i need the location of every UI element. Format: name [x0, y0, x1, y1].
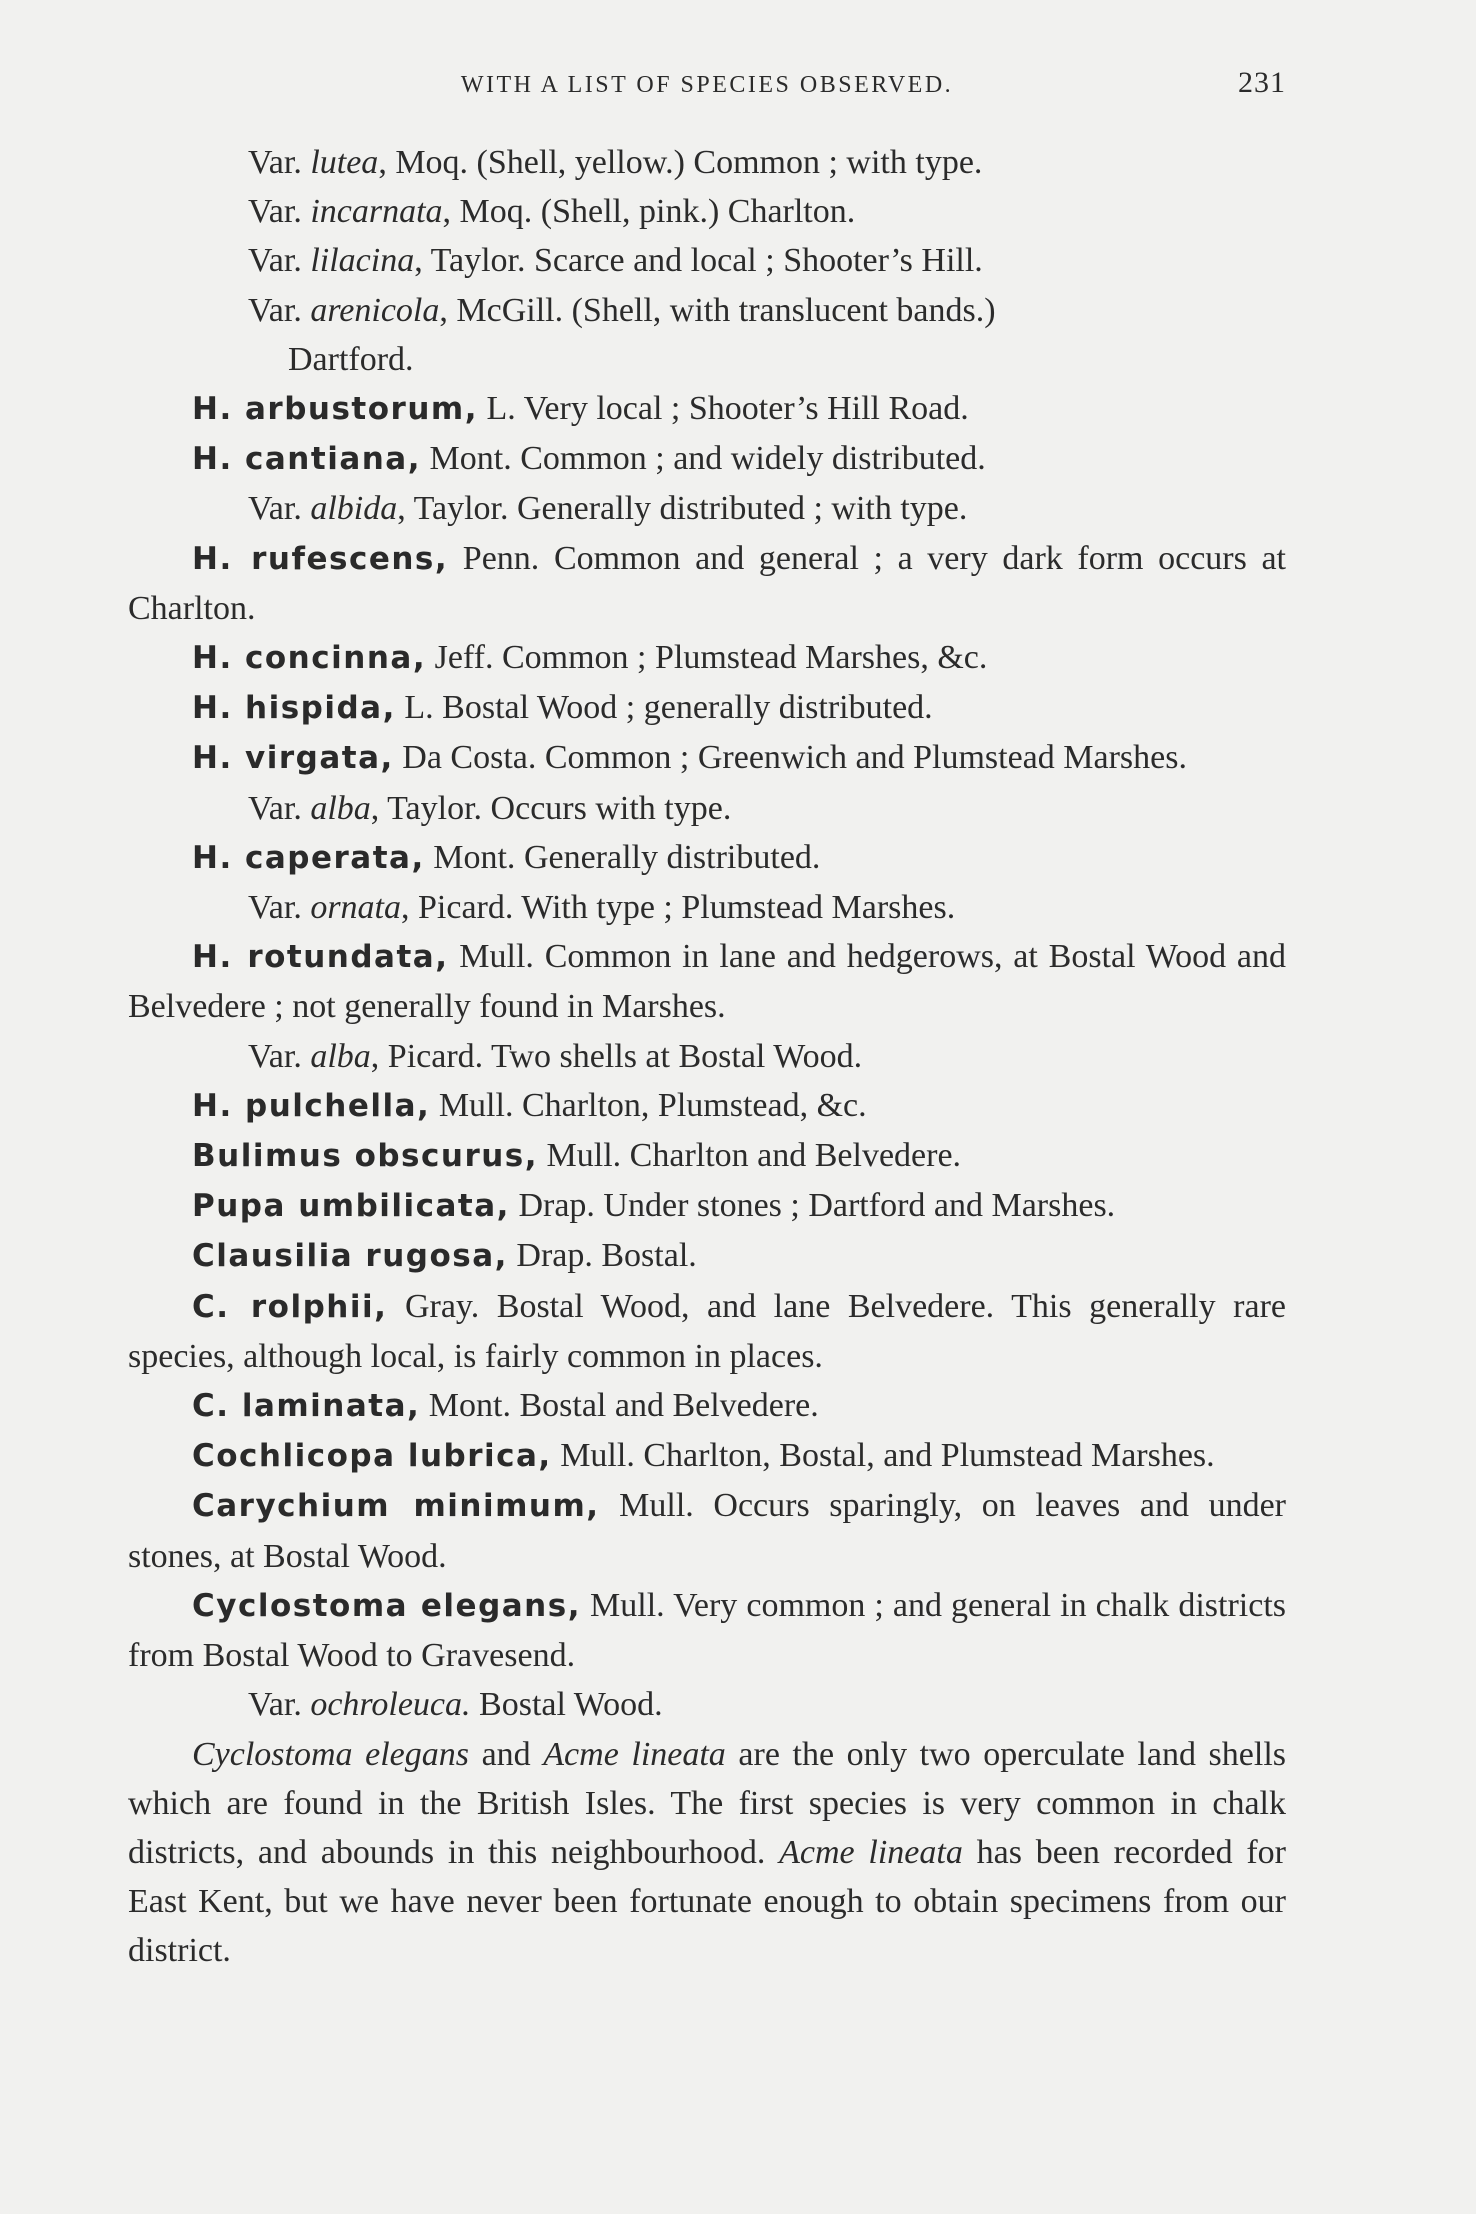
closing-paragraph	[128, 1730, 1286, 1976]
species-entry	[128, 833, 1286, 883]
entry-author: Mull.	[430, 1086, 514, 1124]
variety-prefix: Var.	[248, 490, 311, 528]
variety-entry	[128, 187, 1286, 236]
entry-author: Jeff.	[426, 639, 494, 677]
variety-prefix: Var.	[248, 1686, 311, 1724]
variety-name: arenicola	[310, 291, 440, 329]
species-name: Carychium minimum,	[192, 1488, 600, 1525]
species-list	[128, 138, 1286, 1976]
entry-description: Common and general ; a very dark form occurs at Charlton.	[128, 539, 1287, 627]
entry-author: Mont.	[424, 838, 516, 876]
entry-author: Drap.	[509, 1187, 595, 1225]
entry-description: Common ; Greenwich and Plumstead Marshes.	[536, 739, 1187, 777]
entry-author: Mull.	[448, 938, 534, 976]
variety-entry	[128, 883, 1286, 932]
entry-author: Mull.	[538, 1137, 622, 1175]
entry-description: (Shell, pink.) Charlton.	[532, 193, 856, 231]
entry-description: Two shells at Bostal Wood.	[483, 1037, 863, 1075]
entry-description: Charlton and Belvedere.	[621, 1137, 962, 1175]
entry-author: L.	[395, 689, 434, 727]
variety-entry	[128, 1680, 1286, 1729]
species-entry	[128, 534, 1286, 633]
species-name: Cyclostoma elegans,	[192, 1587, 581, 1624]
paragraph-text: has been recorded for East Kent, but we have never been fortunate enough to obtain specimens from our district.	[128, 1833, 1286, 1970]
species-entry	[128, 1381, 1286, 1431]
entry-description: Bostal Wood ; generally distributed.	[433, 689, 933, 727]
entry-description: Bostal and Belvedere.	[510, 1387, 819, 1425]
entry-description: Generally distributed.	[515, 838, 821, 876]
entry-author: , Picard.	[370, 1037, 484, 1075]
variety-name: lutea	[310, 144, 379, 181]
species-entry	[128, 1431, 1286, 1481]
species-name: H. arbustorum,	[192, 391, 478, 428]
entry-description: Bostal.	[592, 1237, 697, 1275]
species-name: H. rufescens,	[192, 540, 449, 577]
species-entry	[128, 633, 1286, 683]
variety-prefix: Var.	[248, 144, 311, 181]
page-number: 231	[1238, 66, 1286, 99]
variety-name: incarnata	[310, 193, 443, 231]
variety-entry	[128, 484, 1286, 533]
entry-author: , Taylor.	[414, 242, 526, 280]
species-name: H. pulchella,	[192, 1087, 431, 1124]
entry-author: Penn.	[448, 539, 540, 577]
entry-description: Bostal Wood.	[470, 1686, 663, 1724]
variety-entry	[128, 286, 1286, 384]
running-head: WITH A LIST OF SPECIES OBSERVED.	[460, 72, 954, 98]
entry-description: Occurs with type.	[482, 789, 732, 827]
paragraph-text: are the only two operculate land shells which are found in the British Isles. The first species is very common in chalk districts, and abounds in this neighbourhood.	[128, 1735, 1286, 1871]
entry-description: (Shell, yellow.) Common ; with type.	[468, 144, 983, 181]
entry-author: Mull.	[580, 1586, 665, 1624]
variety-name: alba	[310, 1037, 371, 1075]
entry-description: Scarce and local ; Shooter’s Hill.	[525, 242, 983, 280]
entry-description: (Shell, with translucent bands.)	[563, 291, 996, 329]
entry-author: , Picard.	[401, 889, 514, 927]
variety-name: ornata	[310, 889, 402, 927]
variety-prefix: Var.	[248, 291, 311, 329]
variety-entry	[128, 784, 1286, 833]
entry-continuation: Dartford.	[288, 340, 414, 378]
species-name: Cochlicopa lubrica,	[192, 1438, 552, 1475]
species-name: Bulimus obscurus,	[192, 1138, 539, 1175]
species-entry	[128, 434, 1286, 484]
paragraph-text: and	[469, 1735, 544, 1773]
variety-entry	[128, 138, 1286, 187]
variety-name: lilacina	[310, 242, 415, 280]
species-entry	[128, 1481, 1286, 1580]
species-entry	[128, 1581, 1286, 1680]
entry-author: , McGill.	[439, 291, 564, 329]
species-name: Pupa umbilicata,	[192, 1188, 510, 1225]
entry-author: Mull.	[551, 1437, 635, 1475]
page-header	[128, 66, 1286, 112]
species-entry	[128, 932, 1286, 1031]
species-entry	[128, 1181, 1286, 1231]
species-name: H. virgata,	[192, 740, 394, 777]
entry-author: , Moq.	[442, 193, 533, 231]
entry-author: L.	[477, 390, 516, 428]
variety-prefix: Var.	[248, 889, 311, 927]
species-name: H. concinna,	[192, 640, 427, 677]
entry-author: Da Costa.	[393, 739, 537, 777]
species-name: C. rolphii,	[192, 1288, 388, 1325]
entry-author: , Taylor.	[370, 789, 483, 827]
entry-author: Mont.	[420, 1387, 511, 1425]
variety-entry	[128, 1032, 1286, 1081]
entry-author: Gray.	[387, 1287, 480, 1325]
species-name: H. caperata,	[192, 839, 425, 876]
entry-author: Mont.	[421, 440, 512, 478]
entry-description: Very local ; Shooter’s Hill Road.	[515, 390, 969, 428]
variety-prefix: Var.	[248, 193, 311, 231]
species-entry	[128, 733, 1286, 783]
entry-description: Very common ; and general in chalk districts from Bostal Wood to Gravesend.	[128, 1586, 1287, 1675]
entry-author: , Taylor.	[397, 490, 509, 528]
species-entry	[128, 384, 1286, 434]
variety-prefix: Var.	[248, 242, 311, 280]
entry-description: Charlton, Bostal, and Plumstead Marshes.	[634, 1437, 1215, 1475]
italic-species-name: Acme lineata	[779, 1833, 963, 1871]
italic-species-name: Acme lineata	[543, 1735, 726, 1773]
entry-description: Bostal Wood, and lane Belvedere. This generally rare species, although local, is fairly common in places.	[128, 1287, 1287, 1375]
entry-description: Under stones ; Dartford and Marshes.	[594, 1187, 1116, 1225]
species-entry	[128, 1231, 1286, 1281]
species-name: H. hispida,	[192, 690, 396, 727]
variety-name: albida	[310, 490, 398, 528]
entry-description: Generally distributed ; with type.	[508, 490, 968, 528]
entry-description: With type ; Plumstead Marshes.	[513, 889, 956, 927]
entry-description: Common ; Plumstead Marshes, &c.	[493, 639, 988, 677]
species-name: C. laminata,	[192, 1388, 421, 1425]
species-entry	[128, 1081, 1286, 1131]
italic-species-name: Cyclostoma elegans	[192, 1735, 469, 1773]
variety-entry	[128, 236, 1286, 285]
variety-prefix: Var.	[248, 1037, 311, 1075]
variety-name: ochroleuca.	[310, 1686, 471, 1724]
species-entry	[128, 683, 1286, 733]
entry-description: Charlton, Plumstead, &c.	[513, 1086, 867, 1124]
species-entry	[128, 1282, 1286, 1381]
variety-name: alba	[310, 789, 371, 827]
entry-author: , Moq.	[378, 144, 469, 181]
species-name: H. rotundata,	[192, 939, 449, 976]
variety-prefix: Var.	[248, 789, 311, 827]
species-entry	[128, 1131, 1286, 1181]
species-name: H. cantiana,	[192, 441, 422, 478]
entry-description: Common in lane and hedgerows, at Bostal Wood and Belvedere ; not generally found in Marshes.	[128, 938, 1286, 1026]
entry-author: Drap.	[507, 1237, 593, 1275]
entry-author: Mull.	[599, 1487, 694, 1525]
entry-description: Common ; and widely distributed.	[511, 440, 986, 478]
species-name: Clausilia rugosa,	[192, 1238, 508, 1275]
entry-description: Occurs sparingly, on leaves and under stones, at Bostal Wood.	[128, 1487, 1286, 1575]
